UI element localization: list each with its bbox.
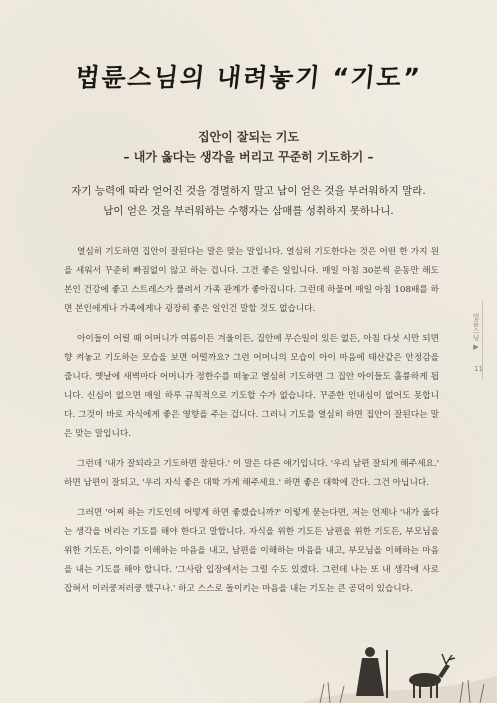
quote-block	[40, 181, 457, 221]
quote-line: 자기 능력에 따라 얻어진 것을 경멸하지 말고 남이 얻은 것을 부러워하지 말라.	[71, 185, 426, 197]
paragraph: 아이들이 어릴 때 어머니가 여름이든 겨울이든, 집안에 무슨일이 있든 없든, 아침 다섯 시만 되면 향 켜놓고 기도하는 모습을 보면 어떨까요? 그런 어머니의 모습이 아이 마음에 태산같은 안정감을 줍니다. 옛날에 새벽마다 어머니가 정한수를 떠놓고 열심히 기도하면 그 집안 아이들도 훌륭하게 됩니다. 신심이 없으면 매일 하루 규칙적으로 기도할 수가 없습니다. 꾸준한 인내심이 없어도 못합니다. 그것이 바로 자식에게 좋은 영향을 주는 겁니다. 그러니 기도를 열심히 하면 집안이 잘된다는 말은 맞는 말입니다.	[64, 334, 439, 439]
paragraph: 그러면 '어찌 하는 기도인데 어떻게 하면 좋겠습니까?' 이렇게 묻는다면, 저는 언제나 '내가 옳다는 생각을 버리는 기도를 해야 한다고 말합니다. 자식을 위한 기도든 남편을 위한 기도든, 부모님을 위한 기도든, 아이를 이해하는 마음을 내고, 남편을 이해하는 마음을 내고, 부모님을 이해하는 마음을 내는 기도를 해야 합니다. '그사람 입장에서는 그럴 수도 있겠다. 그런데 나는 또 내 생각에 사로잡혀서 이러쿵저러쿵 했구나.' 하고 스스로 돌이키는 마음을 내는 기도는 큰 공덕이 있습니다.	[64, 508, 440, 594]
monk-deer-illustration	[300, 610, 497, 703]
paragraph: 그런데 '내가 잘되라고 기도하면 잘된다.' 이 말은 다른 얘기입니다. '우리 남편 잘되게 해주세요.' 하면 남편이 잘되고, '우리 자식 좋은 대학 가게 해주세요.' 하면 좋은 대학에 간다. 그건 아닙니다.	[64, 459, 439, 488]
page-title: 법륜스님의 내려놓기 “기도”	[73, 63, 423, 92]
section-title: 집안이 잘되는 기도	[197, 130, 300, 144]
quote-line: 남이 얻은 것을 부러워하는 수행자는 삼매를 성취하지 못하나니.	[103, 205, 394, 217]
page-number: 11	[474, 365, 483, 373]
section-subtitle: – 내가 옳다는 생각을 버리고 꾸준히 기도하기 –	[123, 150, 374, 164]
body-text	[64, 243, 439, 610]
paragraph: 열심히 기도하면 집안이 잘된다는 말은 맞는 말입니다. 열심히 기도한다는 것은 어떤 한 가지 원을 세워서 꾸준히 빠짐없이 않고 하는 겁니다. 그건 좋은 일입니다. 매일 아침 30분씩 운동만 해도 본인 건강에 좋고 스트레스가 풀려서 가족 관계가 좋아집니다. 그런데 하물며 매일 아침 108배를 하면 본인에게나 가족에게나 굉장히 좋은 일인건 말할 것도 없습니다.	[64, 247, 439, 314]
side-tab-label: 법륜스님 ▶	[472, 313, 480, 352]
